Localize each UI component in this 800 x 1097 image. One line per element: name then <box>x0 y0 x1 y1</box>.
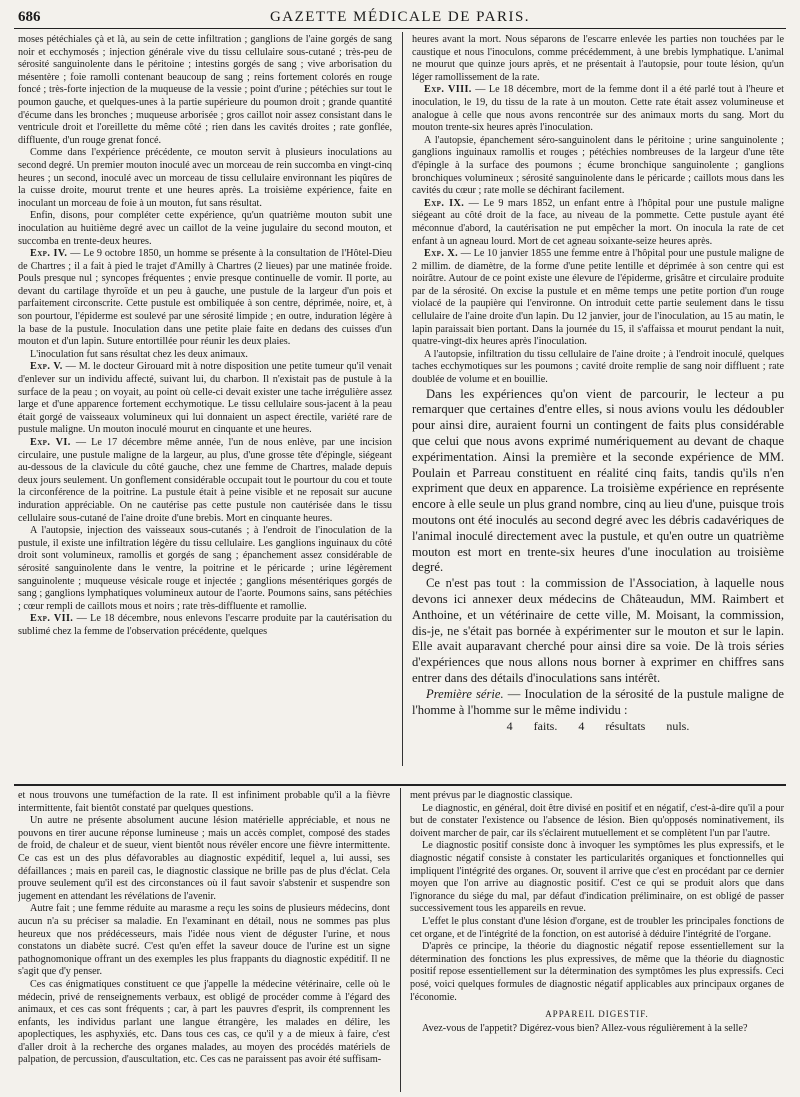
paragraph <box>412 84 784 134</box>
page-number: 686 <box>18 9 41 25</box>
paragraph: Le diagnostic positif consiste donc à invoquer les symptômes les plus expressifs, et le diagnostic négatif consiste à constater les particularités organiques et fonctionnelles qui impliquent l'intégrité des organes. Or, souvent il arrive que c'est en procédant par ce dernier moyen que l'on arrive au diagnostic positif. C'est ce qui se produit alors que dans l'ignorance du siége du mal, par défaut d'indication préliminaire, on est obligé de passer successivement tous les appareils en revue. <box>410 840 784 915</box>
experiment-label: Exp. VII. <box>30 613 74 625</box>
paragraph: Autre fait ; une femme réduite au marasme a reçu les soins de plusieurs médecins, dont aucun n'a su préciser sa maladie. En l'examinant en détail, nous ne sommes pas plus heureux que nos prédécesseurs, mais l'idée nous vient de déguster l'urine, et nous constatons un diabète sucré. C'est qu'en effet la saveur douce de l'urine est un signe pathognomonique offrant un des exemples les plus frappants du diagnostic expéditif. Il ne s'agit que d'y penser. <box>18 903 390 978</box>
column-rule <box>402 32 403 766</box>
lower-right-column <box>410 790 784 1092</box>
paragraph <box>18 525 392 613</box>
paragraph <box>412 248 784 349</box>
paragraph-text: moses pétéchiales çà et là, au sein de cette infiltration ; ganglions de l'aine gorgés de sang noir et ecchymosés ; injection générale vive du tissu cellulaire sous-cutané ; très-peu de sérosité sanguinolente dans le péritoine ; intestins gorgés de sang ; vive arborisation du mésentère ; foie ramolli contenant beaucoup de sang ; reins fortement colorés en rouge foncé ; très-forte injection de la muqueuse de la vessie ; point d'urine ; pétéchies sur tout le poumon gauche, et quelques-unes à la partie supérieure du poumon droit ; grande quantité d'écume dans les bronches ; muqueuse arborisée ; gros caillot noir assez consistant dans le ventricule droit et l'oreillette du même côté ; rien dans les cavités droites ; rate gonflée, diffluente, d'un rouge grenat foncé. <box>18 34 392 146</box>
paragraph-text: A l'autopsie, épanchement séro-sanguinolent dans le péritoine ; urine sanguinolente ; ganglions inguinaux ramollis et rouges ; pétéchies nombreuses de la largeur d'une tête d'épingle à la surface des poumons ; écume bronchique sanguinolente ; ganglions bronchiques volumineux ; sérosité sanguinolente dans le péricarde ; caillots mous dans les cavités du cœur ; rate molle se déchirant facilement. <box>412 134 784 197</box>
experiment-label: Exp. VI. <box>30 437 71 448</box>
series-title: Première série. <box>426 686 504 701</box>
paragraph <box>18 147 392 210</box>
paragraph-text: — Le 18 décembre, nous enlevons l'escarre produite par la cautérisation du sublimé chez la femme de l'observation précédente, quelques <box>18 613 392 637</box>
section-subhead: APPAREIL DIGESTIF. <box>545 1009 649 1020</box>
upper-left-column <box>18 34 392 762</box>
paragraph-text: A l'autopsie, infiltration du tissu cellulaire de l'aine droite ; à l'endroit inoculé, quelques taches ecchymotiques sur les poumons ; cavité droite remplie de sang noir diffluent ; rate doublée de volume et en bouillie. <box>412 348 784 386</box>
paragraph <box>18 613 392 638</box>
paragraph: ment prévus par le diagnostic classique. <box>410 790 573 801</box>
paragraph <box>412 34 784 84</box>
paragraph <box>18 248 392 349</box>
paragraph-text: — Le 18 décembre, mort de la femme dont il a été parlé tout à l'heure et inoculation, le 19, du tissu de la rate à un mouton. Cette rate était assez volumineuse et analogue à celle que nous avons rencontrée sur des animaux morts du sang. Mort du mouton trente-six heures après l'inoculation. <box>412 84 784 134</box>
paragraph <box>412 349 784 387</box>
paragraph-text: — Le 9 octobre 1850, un homme se présente à la consultation de l'Hôtel-Dieu de Chartres ; il a fait à pied le trajet d'Amilly à Chartres (2 lieues) par une matinée froide. Pouls presque nul ; syncopes fréquentes ; envie presque continuelle de vomir. Il porte, au devant du cartilage thyroïde et un peu à gauche, une pustule de la largeur d'un pois et parfaitement circonscrite. Cette pustule est ombiliquée à son centre, déprimée, noire, et, à son pourtour, l'épiderme est soulevé par une sérosité limpide ; en outre, induration légère à la base de la pustule. Inoculation dans une petite plaie faite en dedans des cuisses d'un mouton et d'un lapin. Suture entortillée pour réunir les deux plaies. <box>18 248 392 348</box>
paragraph-text: Enfin, disons, pour compléter cette expérience, qu'un quatrième mouton subit une inoculation au huitième degré avec un caillot de la veine jugulaire du second mouton, et succomba en trente-deux heures. <box>18 210 392 247</box>
series-text: — Inoculation de la sérosité de la pustule maligne de l'homme à l'homme sur le même individu : <box>412 686 784 717</box>
paragraph: Avez-vous de l'appetit? Digérez-vous bien? Allez-vous régulièrement à la selle? <box>422 1022 748 1034</box>
paragraph: Ce n'est pas tout : la commission de l'Association, à laquelle nous devons ici annexer deux médecins de Châteaudun, MM. Raimbert et Anthoine, et un vétérinaire de cette ville, M. Moisant, la commission, dis-je, ne s'était pas bornée à expérimenter sur le mouton et sur le lapin. Elle avait auparavant cherché pour ainsi dire sa voie. De là trois séries d'expériences que nous allons nous borner à exprimer en chiffres sans entrer dans des détails d'inoculations sans intérêt. <box>412 576 784 685</box>
page-header <box>14 6 786 29</box>
paragraph: D'après ce principe, la théorie du diagnostic négatif repose essentiellement sur la détermination des fonctions les plus expressives, de même que la théorie du diagnostic positif repose essentiellement sur la détermination des symptômes les plus expressifs. Ceci posé, voici quelques formules de diagnostic négatif applicables aux principaux organes de l'économie. <box>410 941 784 1003</box>
series-result: 4 faits. 4 résultats nuls. <box>506 719 690 734</box>
upper-right-column <box>412 34 784 768</box>
paragraph-text: Comme dans l'expérience précédente, ce mouton servit à plusieurs inoculations au second degré. Un premier mouton inoculé avec un morceau de rein succomba en vingt-cinq heures ; un second, inoculé avec un morceau de tissu cellulaire environnant les piqûres de la cuisse droite, mourut trente et une heures après. La troisième expérience, faite en inoculant un morceau de foie à un mouton, fut sans résultat. <box>18 147 392 209</box>
paragraph <box>18 34 392 147</box>
paragraph <box>412 198 784 248</box>
paragraph-text: heures avant la mort. Nous séparons de l'escarre enlevée les parties non touchées par le caustique et nous l'inoculons, comme précédemment, à une brebis lymphatique. L'animal ne mourut que quinze jours après, et ne présentait à l'autopsie, pour toute lésion, qu'un léger ramollissement de la rate. <box>412 34 784 83</box>
paragraph <box>18 361 392 437</box>
paragraph-text: — M. le docteur Girouard mit à notre disposition une petite tumeur qu'il venait d'enlever sur un individu affecté, suivant lui, du charbon. Il n'existait pas de pustule à la surface de la peau ; on voyait, au point où celle-ci devait exister une tache irrégulière assez large et d'une apparence fortement ecchymotique. Le tissu cellulaire sous-jacent à la peau était gorgé de vaisseaux volumineux qui lui donnaient un aspect érectile, variété rare de pustule maligne. Un mouton inoculé mourut en cinquante et une heures. <box>18 361 392 436</box>
paragraph: L'effet le plus constant d'une lésion d'organe, est de troubler les principales fonctions de cet organe, et de l'intégrité de la fonction, on est autorisé à déduire l'intégrité de l'organe. <box>410 915 784 940</box>
section-rule <box>14 784 786 786</box>
paragraph-text: — Le 17 décembre même année, l'un de nous enlève, par une incision circulaire, une pustule maligne de la largeur, au plus, d'une grosse tête d'épingle, siégeant au-dessous de la clavicule du côté gauche, chez une femme de Chartres, malade depuis deux jours seulement. Un gonflement considérable occupait tout le pourtour du cou et toute la circonférence de la poitrine. La pustule était à peine visible et ne reposait sur aucune induration appréciable. On ne cautérise pas cette pustule non cautérisée dans le tissu cellulaire sous-cutané de l'aine droite d'une brebis. Mort en cinquante heures. <box>18 437 392 524</box>
experiment-label: Exp. IX. <box>424 197 465 209</box>
experiment-label: Exp. IV. <box>30 248 68 260</box>
experiment-label: Exp. X. <box>424 248 459 260</box>
paragraph: Dans les expériences qu'on vient de parcourir, le lecteur a pu remarquer que certaines d'entre elles, si nous avions voulu les dédoubler pour ainsi dire, auraient fourni un contingent de faits plus considérable que celui que nous avons exprimé numériquement au devant de chaque expérimentation. Ainsi la première et la seconde expérience de MM. Poulain et Parreau constituent en réalité cinq faits, tandis qu'ils n'en expriment que deux en apparence. La troisième expérience en représente encore à elle seule un plus grand nombre, cinq au lieu d'une, puisque trois moutons ont été inoculés au second degré avec les débris cadavériques de l'animal inoculé directement avec la pustule, et qu'en outre un quatrième mouton est mort en trente-six heures d'une inoculation au troisième degré. <box>412 386 784 575</box>
paragraph <box>412 135 784 198</box>
paragraph <box>18 437 392 525</box>
running-title: GAZETTE MÉDICALE DE PARIS. <box>269 8 531 25</box>
experiment-label: Exp. VIII. <box>424 84 472 96</box>
paragraph: Ces cas énigmatiques constituent ce que j'appelle la médecine vétérinaire, celle où le médecin, privé de renseignements verbaux, est obligé de procéder comme à l'égard des animaux, et ces cas sont fréquents ; car, à part les pauvres d'esprit, ils comprennent les enfants, les individus parlant une langue étrangère, les malades en délire, les apoplectiques, les asphyxiés, etc. Dans tous ces cas, ce qu'il y a de mieux à faire, c'est d'aller droit à la recherche des organes malades, au moyen des procédés matériels de palpation, de percussion, d'auscultation, etc. Ces cas ne paraissent pas avoir été suffisam- <box>18 978 390 1066</box>
paragraph-text: A l'autopsie, injection des vaisseaux sous-cutanés ; à l'endroit de l'inoculation de la pustule, il existe une infiltration légère du tissu cellulaire. Les ganglions inguinaux du côté droit sont volumineux, ramollis et gorgés de sang ; épanchement assez considérable de sérosité sanguinolente dans le ventre, la poitrine et le péricarde ; urine légèrement sanguinolente ; muqueuse vésicale rouge et injectée ; ganglions mésentériques gorgés de sang ; ganglions lymphatiques volumineux autour de l'aorte. Poumons sains, sans pétéchies ; cœur rempli de caillots mous et noirs ; rate très-diffluente et ramollie. <box>18 525 392 612</box>
lower-left-column <box>18 790 390 1092</box>
paragraph-text: — Le 9 mars 1852, un enfant entre à l'hôpital pour une pustule maligne siégeant au côté droit de la face, au niveau de la pommette. Cette pustule ayant été méconnue d'abord, la cautérisation ne put empêcher la mort. On inocula la rate de cet enfant à un agneau lourd. Mort de cet agneau soixante-seize heures après. <box>412 197 784 247</box>
paragraph <box>18 210 392 248</box>
paragraph: Un autre ne présente absolument aucune lésion matérielle appréciable, et nous ne pouvons en tirer aucune réponse lumineuse ; mais un accès complet, composé des stades de froid, de chaleur et de sueur, vient bientôt nous révéler encore une fièvre intermittente. Ce cas est un des plus défavorables au diagnostic expéditif, lequel a, lui aussi, ses défaillances ; mais en pareil cas, le diagnostic classique ne brille pas de plus d'éclat. Cela prouve seulement qu'il est des circonstances où il faut savoir s'abstenir et suspendre son jugement en attendant les révélations de l'avenir. <box>18 815 390 902</box>
paragraph <box>18 349 392 362</box>
experiment-label: Exp. V. <box>30 361 63 373</box>
paragraph: Le diagnostic, en général, doit être divisé en positif et en négatif, c'est-à-dire qu'il a pour but de constater l'existence ou l'absence de lésion. Bien qu'opposés nominativement, ils doivent marcher de pair, car ils s'éclairent mutuellement et se complètent l'un par l'autre. <box>410 802 784 839</box>
paragraph-text: L'inoculation fut sans résultat chez les deux animaux. <box>30 348 248 360</box>
paragraph-text: — Le 10 janvier 1855 une femme entre à l'hôpital pour une pustule maligne de 2 millim. de diamètre, de la forme d'une petite lentille et déprimée à son centre qui est noirâtre. Autour de ce point existe une élevure de l'épiderme, grisâtre et circulaire produite par de la sérosité. On excise la pustule et en même temps une petite portion d'un rouge violacé de la paupière qui l'environne. On introduit cette partie seulement dans le tissu cellulaire de l'aine droite d'un lapin. Du 12 janvier, jour de l'inoculation, au 15 au matin, le lapin paraissait bien portant. Dans la journée du 15, il s'affaissa et mourut pendant la nuit, quatre-vingt-dix heures après l'inoculation. <box>412 248 784 348</box>
paragraph: et nous trouvons une tuméfaction de la rate. Il est infiniment probable qu'il a la fièvre intermittente, fait bientôt constaté par quelques questions. <box>18 790 390 814</box>
column-rule-lower <box>400 788 401 1092</box>
